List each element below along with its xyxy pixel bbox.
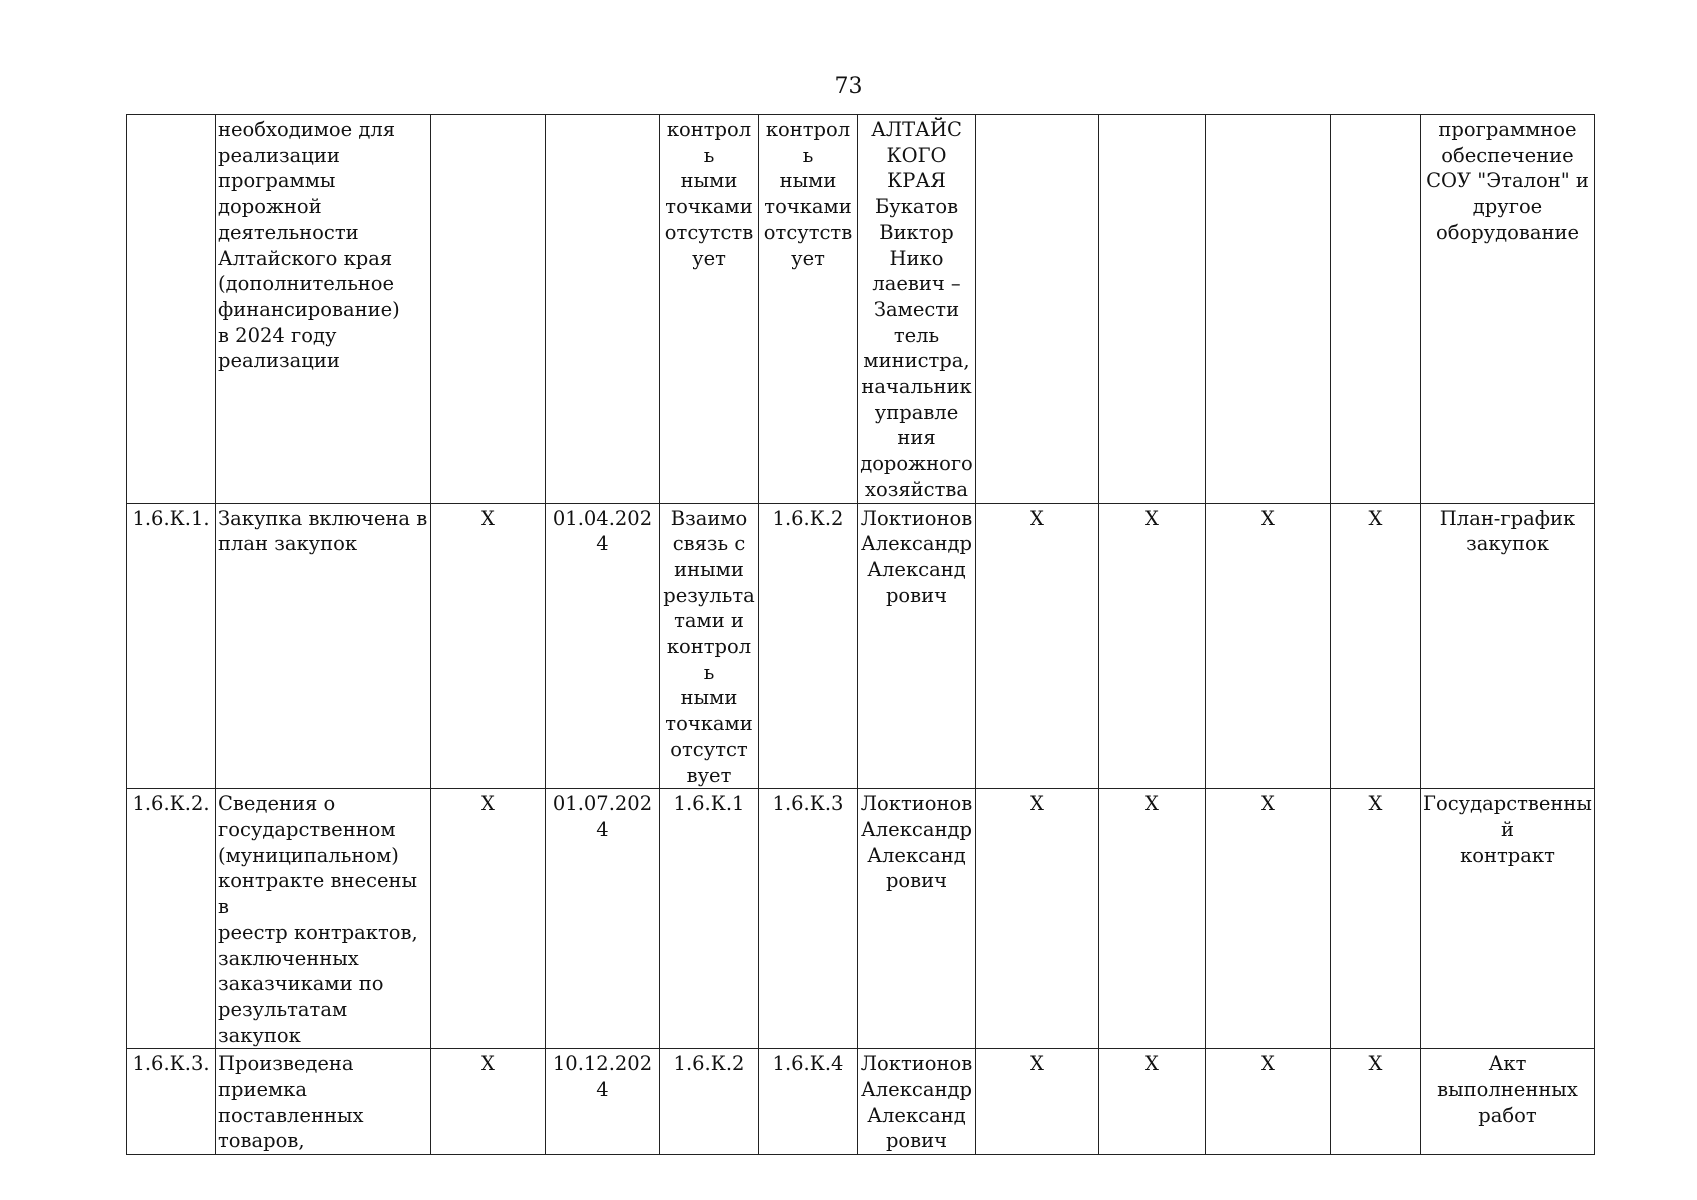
cell-predecessor: Взаимо связь с иными результа тами и контроль ными точками отсутст вует [660, 503, 759, 789]
cell-predecessor: 1.6.К.2 [660, 1049, 759, 1155]
cell-successor: 1.6.К.4 [759, 1049, 858, 1155]
cell-responsible: Локтионов Александр Александ рович [858, 503, 976, 789]
table-row [127, 1049, 1595, 1155]
control-points-table [126, 114, 1595, 1155]
page-number: 73 [834, 74, 863, 99]
cell-col8 [976, 115, 1099, 504]
cell-col10: Х [1206, 789, 1331, 1049]
cell-document: План-график закупок [1421, 503, 1595, 789]
cell-successor: 1.6.К.3 [759, 789, 858, 1049]
cell-code: 1.6.К.2. [127, 789, 216, 1049]
cell-predecessor: контроль ными точками отсутств ует [660, 115, 759, 504]
cell-document: Акт выполненных работ [1421, 1049, 1595, 1155]
cell-document: программное обеспечение СОУ "Эталон" и другое оборудование [1421, 115, 1595, 504]
cell-name: Сведения о государственном (муниципальном) контракте внесены в реестр контрактов, заключенных заказчиками по результатам закупок [216, 789, 431, 1049]
cell-col8: Х [976, 503, 1099, 789]
cell-document: Государственный контракт [1421, 789, 1595, 1049]
cell-start-date: Х [431, 503, 546, 789]
cell-col11 [1331, 115, 1421, 504]
cell-col9: Х [1099, 503, 1206, 789]
cell-col11: Х [1331, 503, 1421, 789]
table-row [127, 789, 1595, 1049]
cell-end-date: 01.04.2024 [546, 503, 660, 789]
cell-end-date: 10.12.2024 [546, 1049, 660, 1155]
cell-successor: 1.6.К.2 [759, 503, 858, 789]
cell-end-date: 01.07.2024 [546, 789, 660, 1049]
cell-start-date: Х [431, 1049, 546, 1155]
cell-successor: контроль ными точками отсутств ует [759, 115, 858, 504]
cell-code: 1.6.К.3. [127, 1049, 216, 1155]
cell-responsible: Локтионов Александр Александ рович [858, 789, 976, 1049]
cell-col8: Х [976, 789, 1099, 1049]
cell-col10: Х [1206, 1049, 1331, 1155]
cell-col11: Х [1331, 1049, 1421, 1155]
cell-col9: Х [1099, 1049, 1206, 1155]
cell-name: необходимое для реализации программы дорожной деятельности Алтайского края (дополнительное финансирование) в 2024 году реализации [216, 115, 431, 504]
cell-col10: Х [1206, 503, 1331, 789]
cell-predecessor: 1.6.К.1 [660, 789, 759, 1049]
cell-start-date: Х [431, 789, 546, 1049]
cell-col9: Х [1099, 789, 1206, 1049]
cell-name: Закупка включена в план закупок [216, 503, 431, 789]
cell-col10 [1206, 115, 1331, 504]
table-row [127, 503, 1595, 789]
cell-code: 1.6.К.1. [127, 503, 216, 789]
cell-col11: Х [1331, 789, 1421, 1049]
cell-col9 [1099, 115, 1206, 504]
cell-end-date [546, 115, 660, 504]
cell-code [127, 115, 216, 504]
cell-col8: Х [976, 1049, 1099, 1155]
cell-start-date [431, 115, 546, 504]
table-row [127, 115, 1595, 504]
cell-responsible: Локтионов Александр Александ рович [858, 1049, 976, 1155]
cell-name: Произведена приемка поставленных товаров, [216, 1049, 431, 1155]
cell-responsible: АЛТАЙС КОГО КРАЯ Букатов Виктор Нико лаевич – Замести тель министра, начальник управле ния дорожного хозяйства [858, 115, 976, 504]
